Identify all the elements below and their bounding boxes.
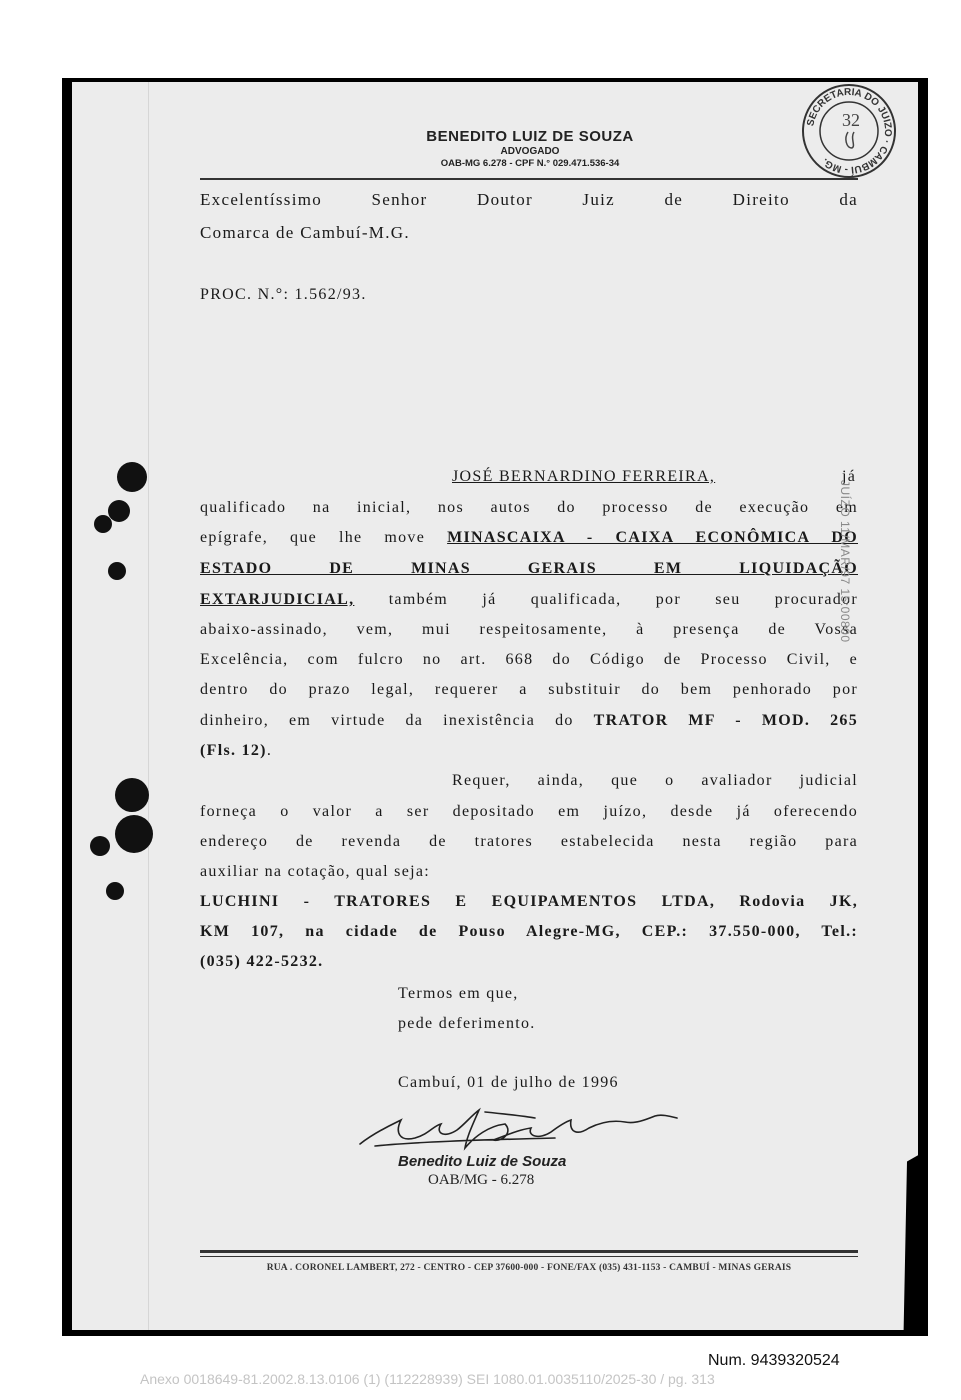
place-and-date: Cambuí, 01 de julho de 1996 bbox=[398, 1074, 619, 1091]
lawyer-name: BENEDITO LUIZ DE SOUZA bbox=[426, 128, 634, 145]
annex-reference: Anexo 0018649-81.2002.8.13.0106 (1) (112228939) SEI 1080.01.0035110/2025-30 / pg. 313 bbox=[140, 1371, 715, 1387]
signatory-name: Benedito Luiz de Souza bbox=[398, 1153, 567, 1170]
protocol-side-stamp: JUÍZO 11/MAR/97 15:00800 bbox=[838, 480, 852, 643]
body-line-9 bbox=[200, 712, 858, 730]
creditor-name-part-2: ESTADO DE MINAS GERAIS EM LIQUIDAÇÃO bbox=[200, 560, 858, 577]
punch-hole bbox=[106, 882, 124, 900]
closing-line-1: Termos em que, bbox=[398, 985, 519, 1002]
creditor-name-part-3: EXTARJUDICIAL, bbox=[200, 591, 355, 608]
punch-hole bbox=[108, 562, 126, 580]
process-number: PROC. N.°: 1.562/93. bbox=[200, 286, 367, 303]
creditor-name-part-1: MINASCAIXA - CAIXA ECONÔMICA DO bbox=[447, 529, 858, 546]
body-line-6: abaixo-assinado, vem, mui respeitosamente, à presença de Vossa bbox=[200, 621, 858, 638]
court-seal-stamp bbox=[800, 82, 898, 180]
petitioner-name bbox=[452, 468, 715, 486]
signatory-oab: OAB/MG - 6.278 bbox=[428, 1172, 535, 1188]
body-line-8: dentro do prazo legal, requerer a substituir do bem penhorado por bbox=[200, 681, 858, 698]
dealer-line-2: KM 107, na cidade de Pouso Alegre-MG, CEP.: 37.550-000, Tel.: bbox=[200, 923, 858, 940]
page-reference: (Fls. 12) bbox=[200, 742, 267, 759]
body-line-10 bbox=[200, 742, 272, 760]
lawyer-role: ADVOGADO bbox=[500, 146, 560, 157]
request-line-2: forneça o valor a ser depositado em juízo, desde já oferecendo bbox=[200, 803, 858, 820]
addressee-line-2: Comarca de Cambuí-M.G. bbox=[200, 223, 410, 242]
dealer-line-1: LUCHINI - TRATORES E EQUIPAMENTOS LTDA, Rodovia JK, bbox=[200, 893, 858, 910]
body-line-3-start: epígrafe, que lhe move bbox=[200, 529, 426, 546]
closing-line-2: pede deferimento. bbox=[398, 1015, 536, 1032]
petitioner-name-text: JOSÉ BERNARDINO FERREIRA, bbox=[452, 468, 716, 485]
letterhead bbox=[400, 128, 660, 169]
dealer-line-3: (035) 422-5232. bbox=[200, 953, 324, 970]
document-number: Num. 9439320524 bbox=[708, 1352, 840, 1369]
svg-text:SECRETARIA DO JUIZO · CAMBUÍ - bbox=[805, 87, 893, 177]
lawyer-registration: OAB-MG 6.278 - CPF N.° 029.471.536-34 bbox=[440, 158, 620, 169]
punch-hole bbox=[117, 462, 147, 492]
body-line-9-start: dinheiro, em virtude da inexistência do bbox=[200, 712, 574, 729]
punch-hole bbox=[90, 836, 110, 856]
footer-rule-thick bbox=[200, 1250, 858, 1253]
request-line-3: endereço de revenda de tratores estabelecida nesta região para bbox=[200, 833, 858, 850]
body-line-10-end: . bbox=[266, 742, 273, 759]
body-line-2: qualificado na inicial, nos autos do processo de execução em bbox=[200, 499, 858, 516]
punch-hole bbox=[108, 500, 130, 522]
body-line-5-rest: também já qualificada, por seu procurador bbox=[388, 591, 858, 608]
punch-hole bbox=[94, 515, 112, 533]
body-line-1-end: já bbox=[842, 468, 857, 485]
body-line-3 bbox=[200, 529, 858, 547]
punch-hole bbox=[115, 778, 149, 812]
request-line-1: Requer, ainda, que o avaliador judicial bbox=[452, 772, 858, 789]
addressee-line-1: Excelentíssimo Senhor Doutor Juiz de Direito da bbox=[200, 190, 858, 209]
seal-page-number: 32 bbox=[842, 110, 860, 130]
office-address: RUA . CORONEL LAMBERT, 272 - CENTRO - CEP 37600-000 - FONE/FAX (035) 431-1153 - CAMBUÍ - MINAS GERAIS bbox=[266, 1263, 792, 1273]
request-line-4: auxiliar na cotação, qual seja: bbox=[200, 863, 430, 880]
punch-hole bbox=[115, 815, 153, 853]
body-line-7: Excelência, com fulcro no art. 668 do Código de Processo Civil, e bbox=[200, 651, 858, 668]
seal-ring-text: SECRETARIA DO JUIZO · CAMBUÍ - MG. bbox=[805, 86, 894, 176]
tractor-model: TRATOR MF - MOD. 265 bbox=[593, 712, 858, 729]
letterhead-rule bbox=[200, 178, 858, 180]
footer-rule-thin bbox=[200, 1256, 858, 1257]
paper-fold-line bbox=[148, 82, 149, 1330]
body-line-5 bbox=[200, 591, 858, 609]
